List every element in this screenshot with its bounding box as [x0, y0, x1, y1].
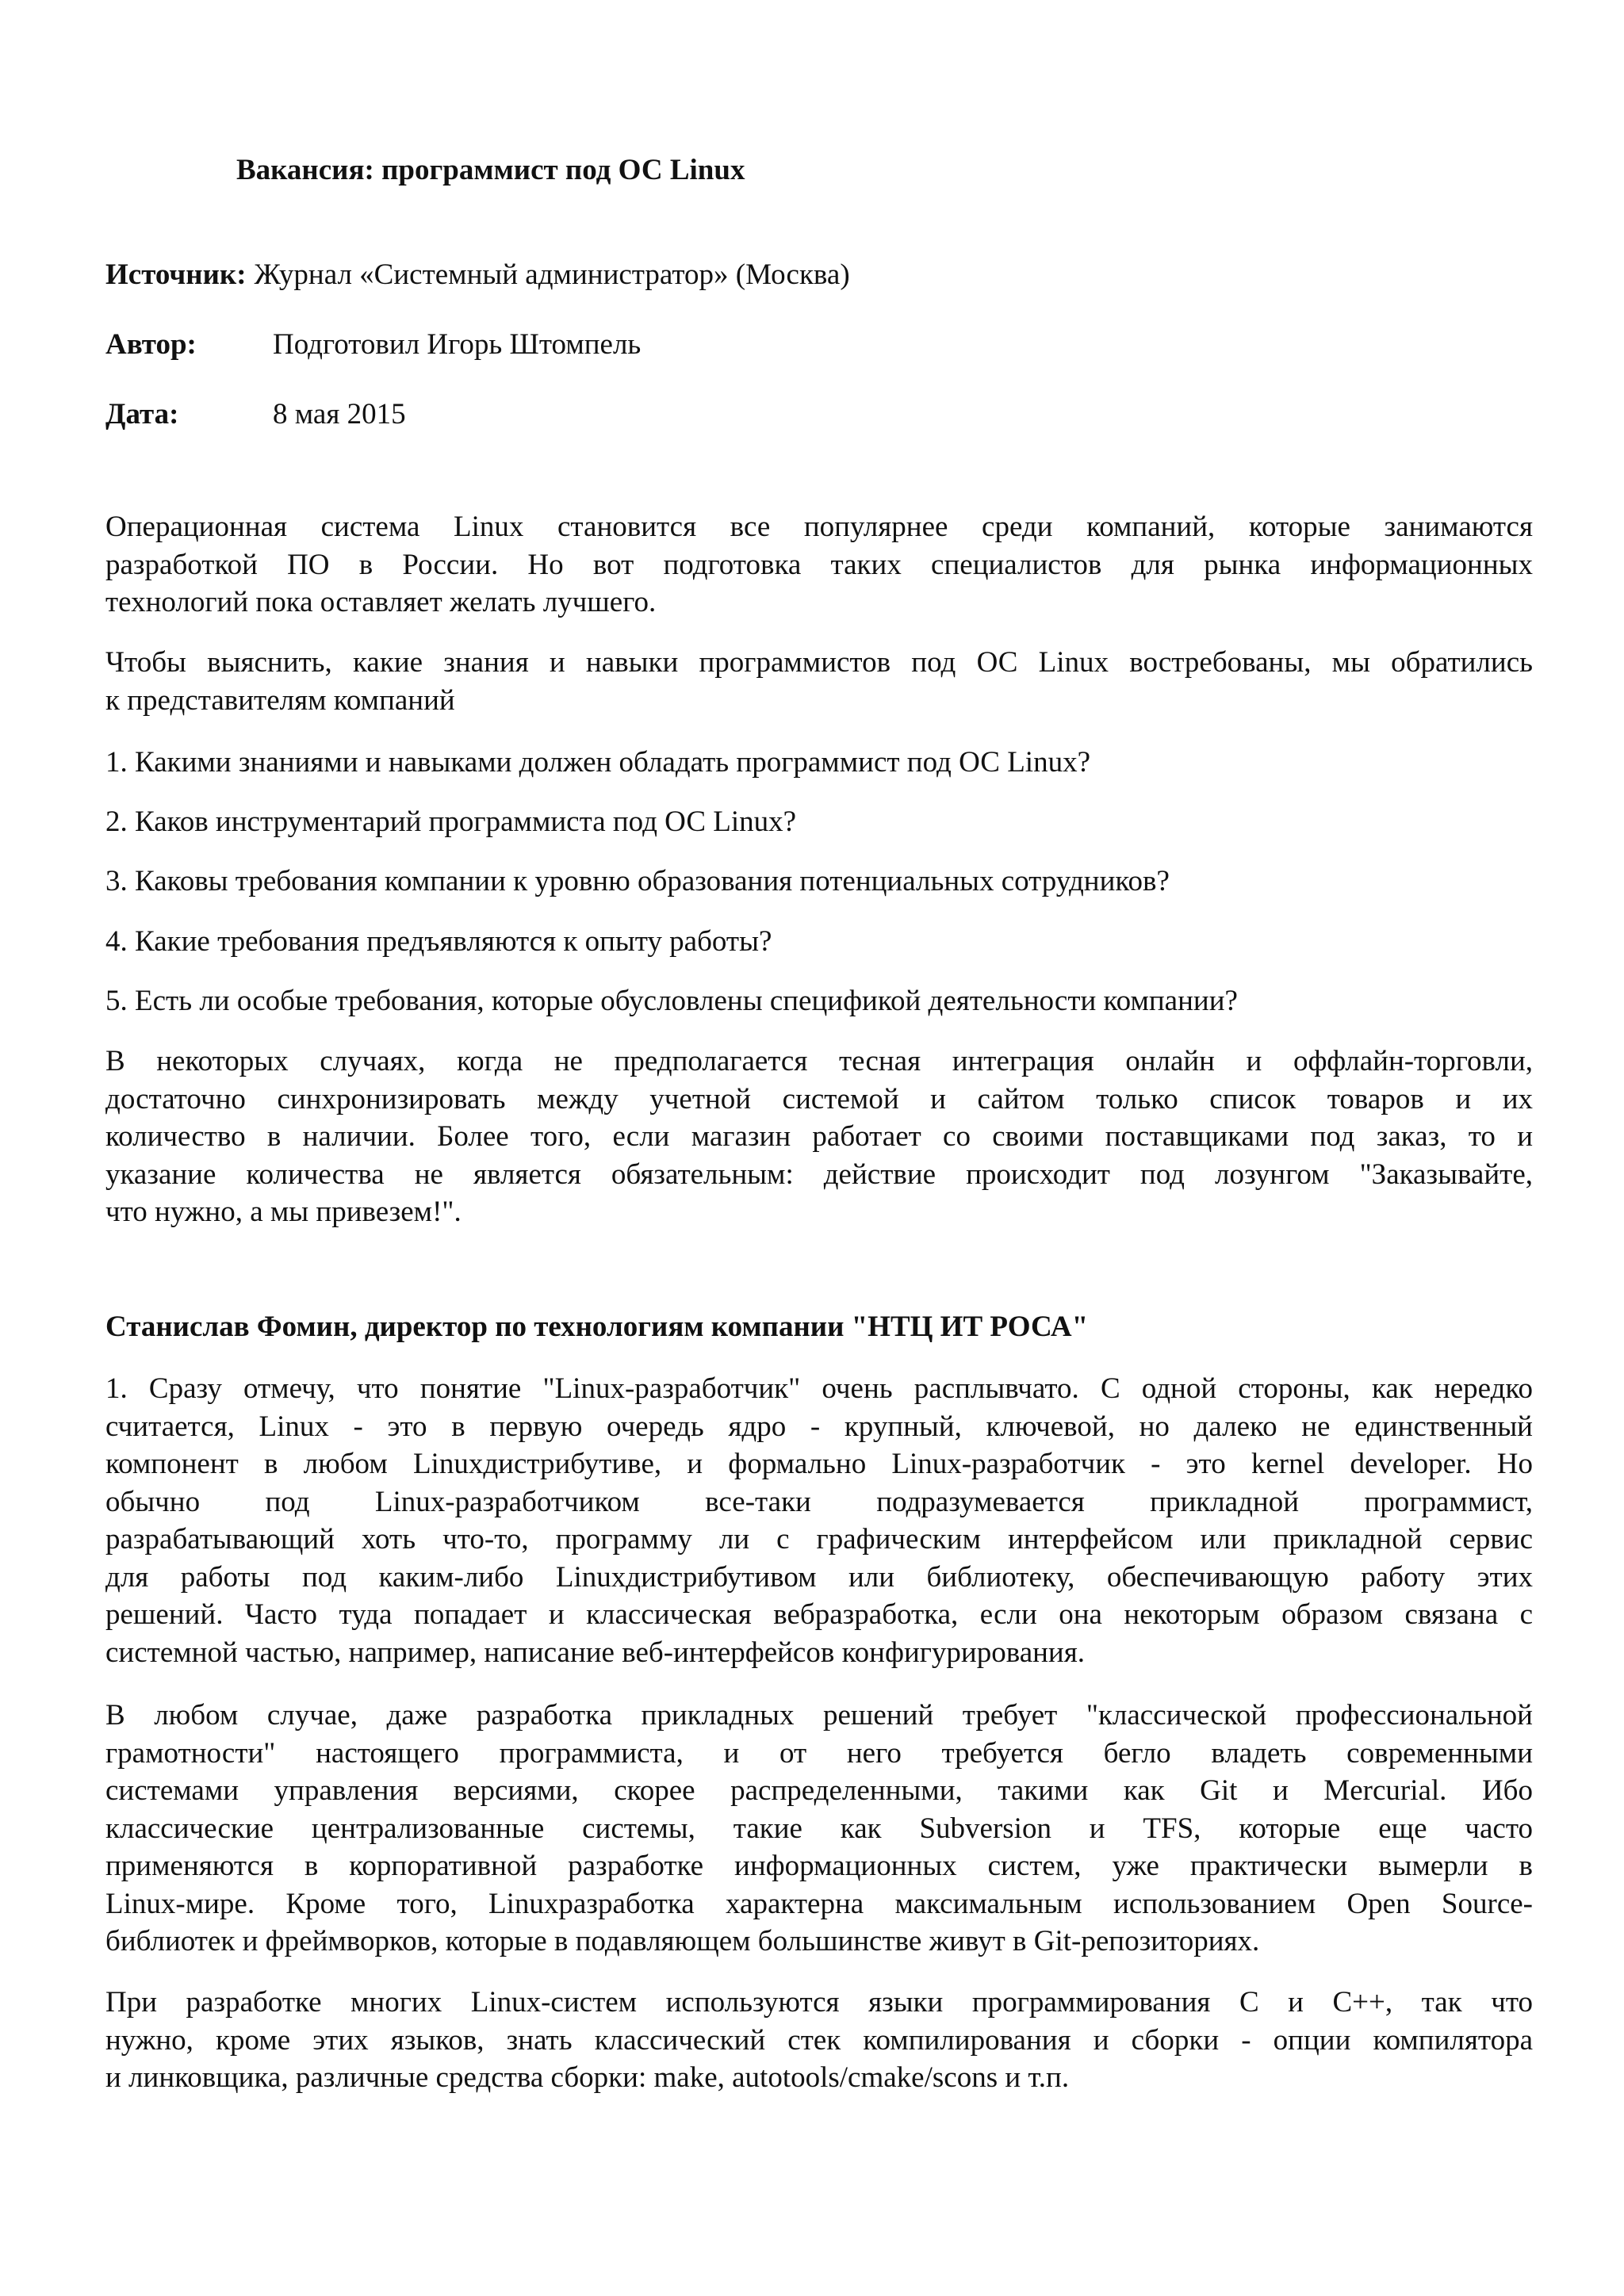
section-paragraph-2	[105, 1697, 1533, 1961]
text-line: нужно, кроме этих языков, знать классический стек компилирования и сборки - опции компилятора	[105, 2023, 1533, 2057]
text-line: грамотности" настоящего программиста, и от него требуется бегло владеть современными	[105, 1736, 1533, 1770]
text-line: что нужно, а мы привезем!".	[105, 1196, 462, 1228]
meta-author-row	[105, 327, 641, 362]
text-line: решений. Часто туда попадает и классическая вебразработка, если она некоторым образом связана с	[105, 1598, 1533, 1631]
question-1: 1. Какими знаниями и навыками должен обладать программист под ОС Linux?	[105, 746, 1090, 779]
question-3: 3. Каковы требования компании к уровню образования потенциальных сотрудников?	[105, 865, 1170, 897]
text-line: системами управления версиями, скорее распределенными, такими как Git и Mercurial. Ибо	[105, 1774, 1533, 1807]
text-line: Операционная система Linux становится все популярнее среди компаний, которые занимаются	[105, 511, 1533, 543]
meta-source-value: Журнал «Системный администратор» (Москва)	[254, 258, 850, 291]
text-line: системной частью, например, написание веб-интерфейсов конфигурирования.	[105, 1636, 1086, 1669]
text-line: разрабатывающий хоть что-то, программу ли с графическим интерфейсом или прикладной сервис	[105, 1523, 1533, 1556]
note-paragraph	[105, 1043, 1533, 1231]
question-5: 5. Есть ли особые требования, которые обусловлены спецификой деятельности компании?	[105, 985, 1238, 1017]
text-line: разработкой ПО в России. Но вот подготовка таких специалистов для рынка информационных	[105, 548, 1533, 581]
document-title: Вакансия: программист под ОС Linux	[236, 154, 745, 186]
text-line: количество в наличии. Более того, если магазин работает со своими поставщиками под заказ, то и	[105, 1120, 1533, 1153]
text-line: и линковщика, различные средства сборки: make, autotools/cmake/scons и т.п.	[105, 2061, 1070, 2094]
text-line: технологий пока оставляет желать лучшего.	[105, 586, 657, 618]
section-heading: Станислав Фомин, директор по технологиям компании "НТЦ ИТ РОСА"	[105, 1311, 1089, 1343]
text-line: к представителям компаний	[105, 683, 455, 717]
meta-author-value: Подготовил Игорь Штомпель	[273, 328, 642, 361]
text-line: для работы под каким-либо Linuxдистрибутивом или библиотеку, обеспечивающую работу этих	[105, 1560, 1533, 1594]
meta-date-value: 8 мая 2015	[273, 398, 406, 430]
meta-date-row	[105, 397, 406, 431]
text-line: В любом случае, даже разработка прикладных решений требует "классической профессиональной	[105, 1699, 1533, 1732]
text-line: обычно под Linux-разработчиком все-таки подразумевается прикладной программист,	[105, 1485, 1533, 1518]
text-line: При разработке многих Linux-систем используются языки программирования C и C++, так что	[105, 1986, 1533, 2019]
text-line: классические централизованные системы, такие как Subversion и TFS, которые еще часто	[105, 1812, 1533, 1845]
text-line: Linux-мире. Кроме того, Linuxразработка характерна максимальным использованием Open Source-	[105, 1887, 1533, 1920]
text-line: 1. Сразу отмечу, что понятие "Linux-разработчик" очень расплывчато. С одной стороны, как нередко	[105, 1372, 1533, 1405]
question-2: 2. Каков инструментарий программиста под ОС Linux?	[105, 806, 797, 838]
intro-paragraph-2	[105, 644, 1533, 719]
text-line: считается, Linux - это в первую очередь ядро - крупный, ключевой, но далеко не единственный	[105, 1410, 1533, 1443]
intro-paragraph-1	[105, 508, 1533, 622]
section-paragraph-1	[105, 1370, 1533, 1671]
meta-source-label: Источник:	[105, 258, 247, 291]
meta-author-label: Автор:	[105, 328, 197, 361]
text-line: достаточно синхронизировать между учетной системой и сайтом только список товаров и их	[105, 1082, 1533, 1115]
text-line: указание количества не является обязательным: действие происходит под лозунгом "Заказывайте,	[105, 1158, 1533, 1191]
text-line: В некоторых случаях, когда не предполагается тесная интеграция онлайн и оффлайн-торговли,	[105, 1045, 1533, 1077]
meta-date-label: Дата:	[105, 398, 179, 430]
text-line: применяются в корпоративной разработке информационных систем, уже практически вымерли в	[105, 1850, 1533, 1882]
text-line: библиотек и фреймворков, которые в подавляющем большинстве живут в Git-репозиториях.	[105, 1925, 1260, 1957]
section-paragraph-3	[105, 1984, 1533, 2097]
text-line: компонент в любом Linuxдистрибутиве, и формально Linux-разработчик - это kernel developer. Но	[105, 1448, 1533, 1480]
question-4: 4. Какие требования предъявляются к опыту работы?	[105, 925, 772, 958]
meta-source-row	[105, 258, 850, 292]
text-line: Чтобы выяснить, какие знания и навыки программистов под ОС Linux востребованы, мы обратились	[105, 646, 1533, 679]
